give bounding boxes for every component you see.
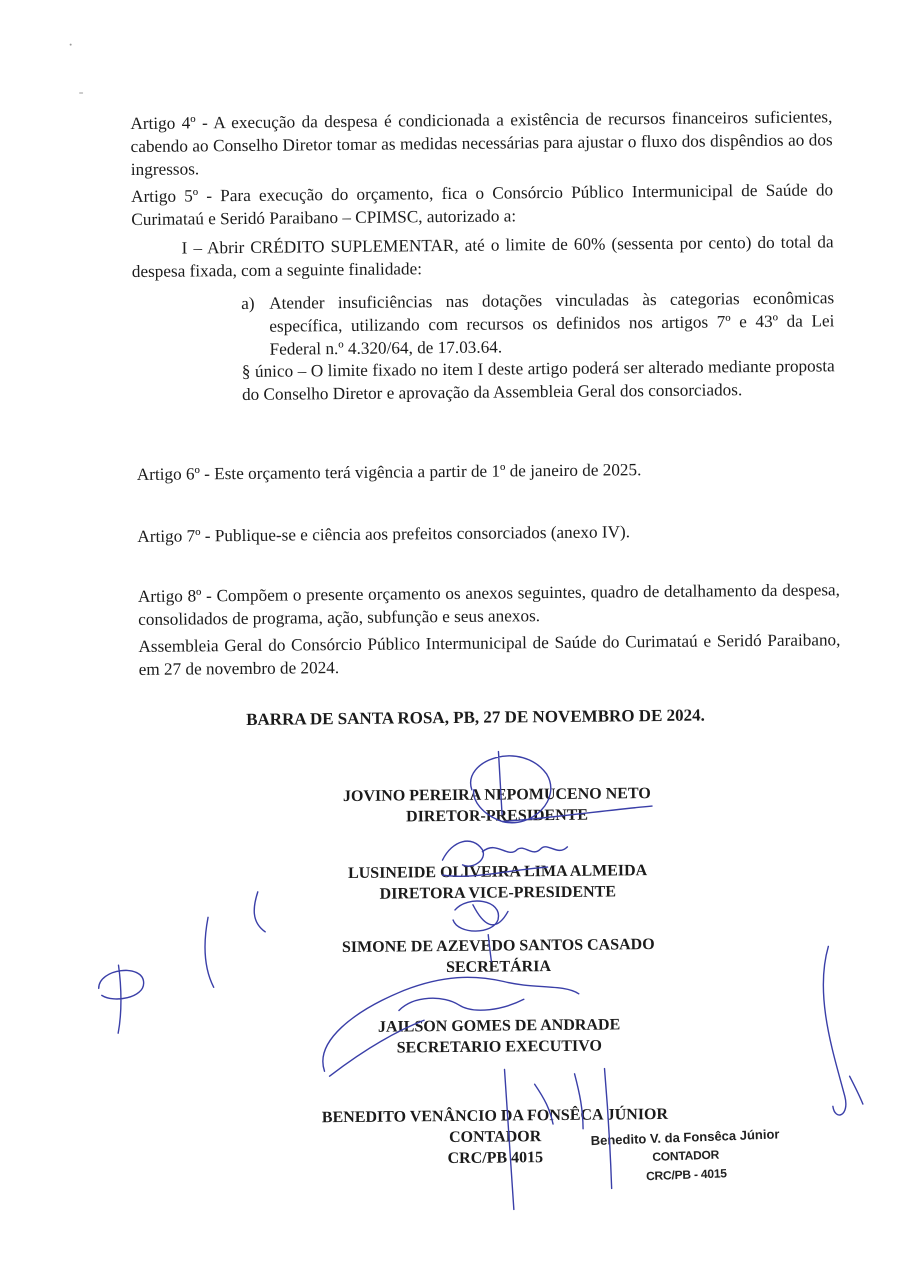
signatory-name: JAILSON GOMES DE ANDRADE <box>377 1016 621 1036</box>
margin-initials-left <box>98 892 266 1034</box>
signatory-role: SECRETÁRIA <box>445 958 552 977</box>
stamp-name: Benedito V. da Fonsêca Júnior <box>590 1126 780 1149</box>
article-4: Artigo 4º - A execução da despesa é condicionada a existência de recursos financeiros suficientes, cabendo ao Conselho Diretor tomar as medidas necessárias para ajustar o fluxo dos dispêndios ao dos ingressos. <box>130 107 833 180</box>
paragraph-unique: § único – O limite fixado no item I deste artigo poderá ser alterado mediante proposta do Conselho Diretor e aprovação da Assembleia Geral dos consorciados. <box>241 356 835 404</box>
signatory-name: LUSINEIDE OLIVEIRA LIMA ALMEIDA <box>347 862 648 882</box>
article-8: Artigo 8º - Compõem o presente orçamento os anexos seguintes, quadro de detalhamento da despesa, consolidados de programa, ação, subfunção e seus anexos. <box>137 580 841 629</box>
signatory-name: SIMONE DE AZEVEDO SANTOS CASADO <box>341 936 655 957</box>
signatory-block <box>333 860 663 905</box>
signatory-name: JOVINO PEREIRA NEPOMUCENO NETO <box>342 785 651 806</box>
signatory-role: CONTADOR <box>449 1128 542 1147</box>
stamp-role: CONTADOR <box>652 1147 720 1164</box>
item-i: I – Abrir CRÉDITO SUPLEMENTAR, até o limite de 60% (sessenta por cento) do total da despesa fixada, com a seguinte finalidade: <box>131 232 834 282</box>
scan-speck <box>70 44 72 46</box>
signatory-role: SECRETARIO EXECUTIVO <box>396 1037 602 1057</box>
signatory-registration: CRC/PB 4015 <box>447 1149 544 1168</box>
signatory-block <box>334 1014 664 1059</box>
stamp-registration: CRC/PB - 4015 <box>645 1166 728 1184</box>
article-5: Artigo 5º - Para execução do orçamento, fica o Consórcio Público Intermunicipal de Saúde do Curimataú e Seridó Paraibano – CPIMSC, autorizado a: <box>131 180 834 230</box>
signatory-block <box>333 934 663 979</box>
signatory-block <box>332 783 662 828</box>
accountant-stamp <box>590 1124 781 1188</box>
signatory-role: DIRETORA VICE-PRESIDENTE <box>379 883 617 903</box>
article-6: Artigo 6º - Este orçamento terá vigência a partir de 1º de janeiro de 2025. <box>136 460 642 485</box>
closing-paragraph: Assembleia Geral do Consórcio Público Intermunicipal de Saúde do Curimataú e Seridó Paraibano, em 27 de novembro de 2024. <box>138 630 841 679</box>
item-a-marker: a) <box>241 293 255 313</box>
article-7: Artigo 7º - Publique-se e ciência aos prefeitos consorciados (anexo IV). <box>137 522 631 546</box>
scan-speck <box>79 92 83 93</box>
margin-mark-right <box>823 946 863 1115</box>
item-a: Atender insuficiências nas dotações vinculadas às categorias econômicas específica, utilizando com recursos os definidos nos artigos 7º e 43º da Lei Federal n.º 4.320/64, de 17.03.64. <box>269 288 835 359</box>
place-date: BARRA DE SANTA ROSA, PB, 27 DE NOVEMBRO DE 2024. <box>246 705 705 729</box>
signatory-name: BENEDITO VENÂNCIO DA FONSÊCA JÚNIOR <box>321 1105 669 1127</box>
signatory-role: DIRETOR-PRESIDENTE <box>406 806 589 826</box>
